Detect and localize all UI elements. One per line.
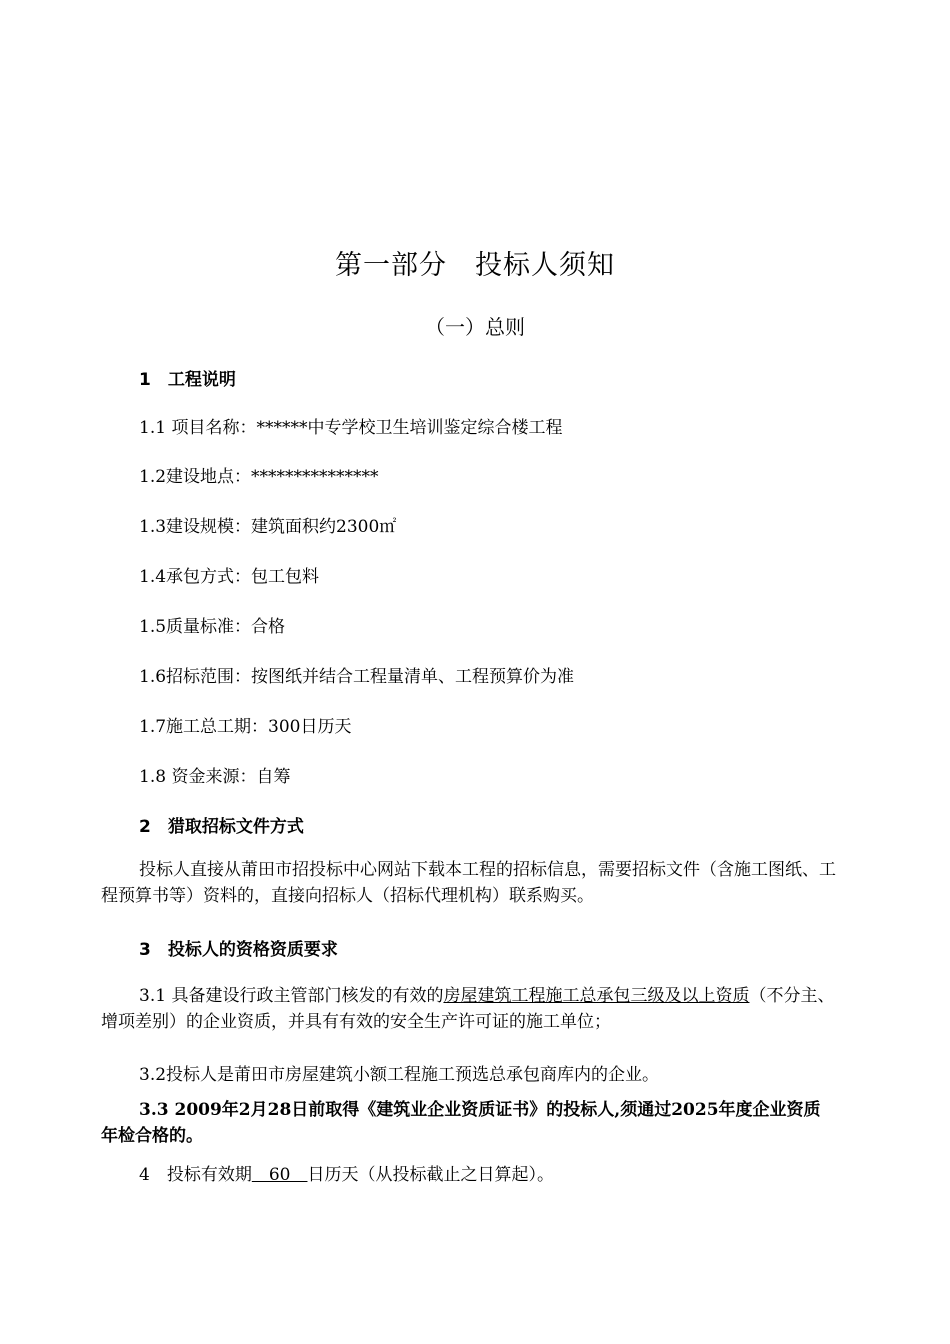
- validity-days: 60: [251, 1165, 308, 1185]
- item-3-3: 3.3 2009年2月28日前取得《建筑业企业资质证书》的投标人,须通过2025年度企业资质年检合格的。: [101, 1100, 821, 1146]
- section-4-rest: 日历天（从投标截止之日算起）。: [307, 1165, 554, 1185]
- section-subtitle: （一）总则: [425, 315, 525, 339]
- section-2-body: 投标人直接从莆田市招投标中心网站下载本工程的招标信息，需要招标文件（含施工图纸、工程预算书等）资料的，直接向招标人（招标代理机构）联系购买。: [101, 860, 836, 906]
- section-4: [139, 1160, 554, 1185]
- item-3-2: 3.2投标人是莆田市房屋建筑小额工程施工预选总承包商库内的企业。: [139, 1065, 660, 1085]
- item-1-5: 1.5质量标准：合格: [139, 617, 286, 637]
- item-1-1: 1.1 项目名称：******中专学校卫生培训鉴定综合楼工程: [139, 418, 563, 438]
- item-1-3: 1.3建设规模：建筑面积约2300㎡: [139, 517, 397, 537]
- item-1-6: 1.6招标范围：按图纸并结合工程量清单、工程预算价为准: [139, 667, 575, 687]
- item-1-2: 1.2建设地点：***************: [139, 467, 379, 487]
- item-1-8: 1.8 资金来源：自筹: [139, 767, 291, 787]
- section-4-label: 4 投标有效期: [139, 1165, 252, 1185]
- item-3-1: [101, 983, 836, 1035]
- section-2-heading: 2 猎取招标文件方式: [139, 817, 304, 837]
- item-3-1-underlined: 房屋建筑工程施工总承包三级及以上资质: [443, 986, 750, 1006]
- item-1-7: 1.7施工总工期：300日历天: [139, 717, 352, 737]
- item-3-1-text: 3.1 具备建设行政主管部门核发的有效的: [139, 986, 444, 1006]
- section-1-heading: 1 工程说明: [139, 370, 236, 390]
- page-title: 第一部分 投标人须知: [335, 250, 615, 281]
- section-3-heading: 3 投标人的资格资质要求: [139, 940, 338, 960]
- item-1-4: 1.4承包方式：包工包料: [139, 567, 320, 587]
- item-3-1-rest: （不分主、增项差别）的企业资质，并具有有效的安全生产许可证的施工单位；: [101, 986, 835, 1032]
